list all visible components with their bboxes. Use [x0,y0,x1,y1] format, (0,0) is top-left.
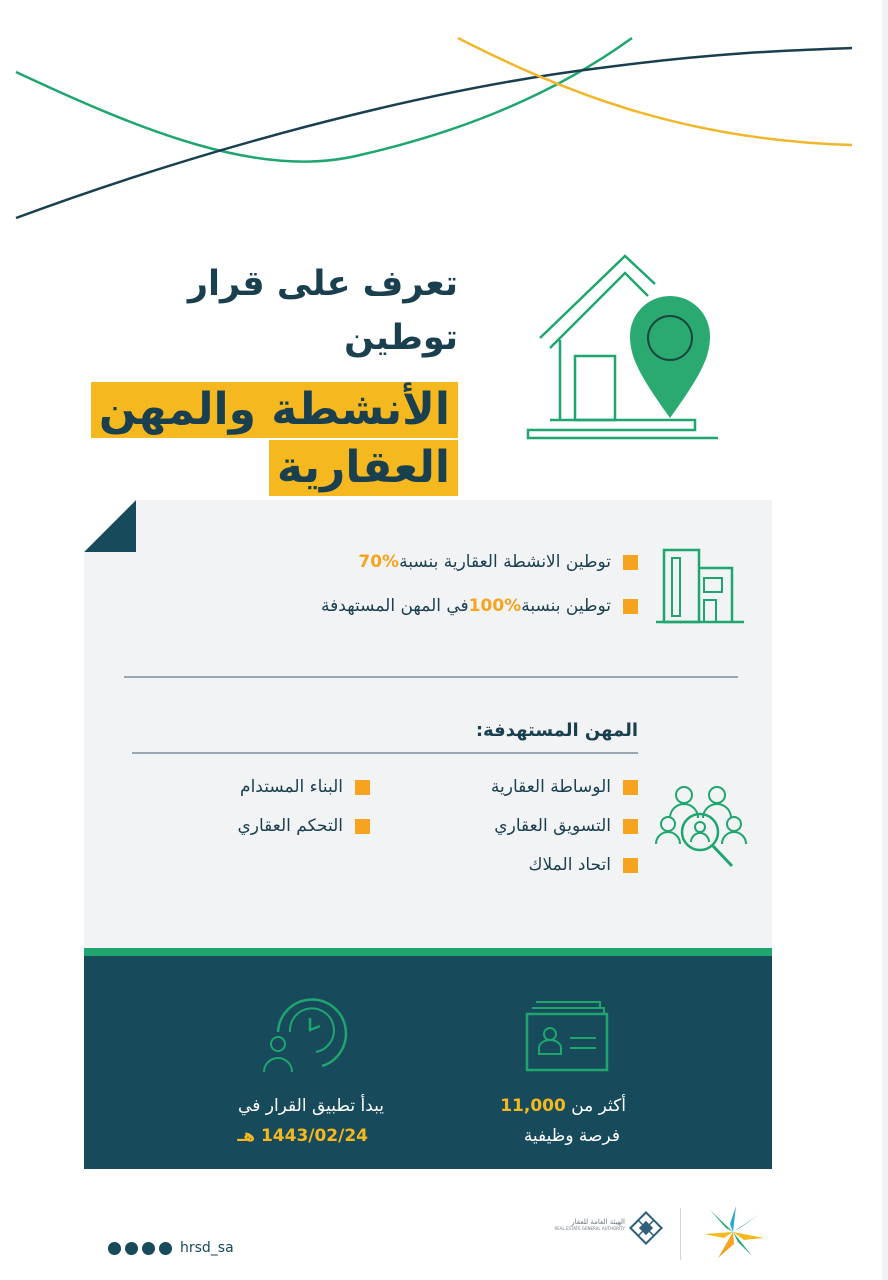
jobs-value: 11,000 [500,1096,566,1116]
authority-name-ar: الهيئة العامة للعقار [571,1218,625,1226]
goal-row-2 [321,596,638,616]
stats-panel [84,956,772,1169]
snapchat-icon[interactable] [108,1242,121,1255]
professions-divider [132,752,638,754]
instagram-icon[interactable] [125,1242,138,1255]
highlight-line-2: العقارية [269,440,458,496]
ministry-logo-icon [700,1204,766,1260]
goal-2-before: توطين بنسبة [521,596,611,616]
goal-row-1 [358,552,638,572]
youtube-icon[interactable] [142,1242,155,1255]
bullet-square [623,780,638,795]
id-card-icon [522,998,610,1074]
profession-item [494,816,638,836]
bullet-square [623,555,638,570]
profession-item [237,816,370,836]
profession-label: اتحاد الملاك [528,855,611,875]
profession-item [491,777,638,797]
title-line-1: تعرف على قرار [187,264,458,304]
jobs-prefix: أكثر من [571,1096,626,1116]
professions-title: المهن المستهدفة: [475,720,638,741]
clock-person-icon [262,994,350,1076]
people-search-icon [652,780,752,875]
house-location-icon [520,248,720,443]
bullet-square [355,780,370,795]
social-handle[interactable]: hrsd_sa [180,1240,234,1256]
goal-1-before: توطين الانشطة العقارية بنسبة [399,552,611,572]
profession-label: التسويق العقاري [494,816,611,836]
authority-name-en: REAL ESTATE GENERAL AUTHORITY [554,1226,625,1231]
goal-1-value: 70% [358,552,400,572]
social-links [108,1240,234,1256]
profession-label: البناء المستدام [240,777,343,797]
profession-label: التحكم العقاري [237,816,343,836]
section-divider [124,676,738,678]
goal-2-value: 100% [468,596,522,616]
authority-logo-icon [628,1210,664,1246]
goal-2-after: في المهن المستهدفة [321,596,469,616]
jobs-suffix: فرصة وظيفية [523,1126,620,1146]
bullet-square [623,858,638,873]
panel-corner-fold [84,500,136,552]
profession-item [529,855,638,875]
decorative-curves [0,0,888,240]
bullet-square [355,819,370,834]
green-accent-bar [84,948,772,956]
building-icon [652,540,747,625]
title-line-2: توطين [344,318,458,358]
logo-separator [680,1208,681,1260]
twitter-icon[interactable] [159,1242,172,1255]
profession-item [240,777,370,797]
highlight-line-1: الأنشطة والمهن [91,382,458,438]
jobs-line-1 [500,1096,626,1116]
bullet-square [623,819,638,834]
authority-name [535,1218,625,1231]
start-label: يبدأ تطبيق القرار في [238,1096,384,1116]
profession-label: الوساطة العقارية [490,777,611,797]
start-date: 1443/02/24 هـ [237,1126,368,1146]
bullet-square [623,599,638,614]
